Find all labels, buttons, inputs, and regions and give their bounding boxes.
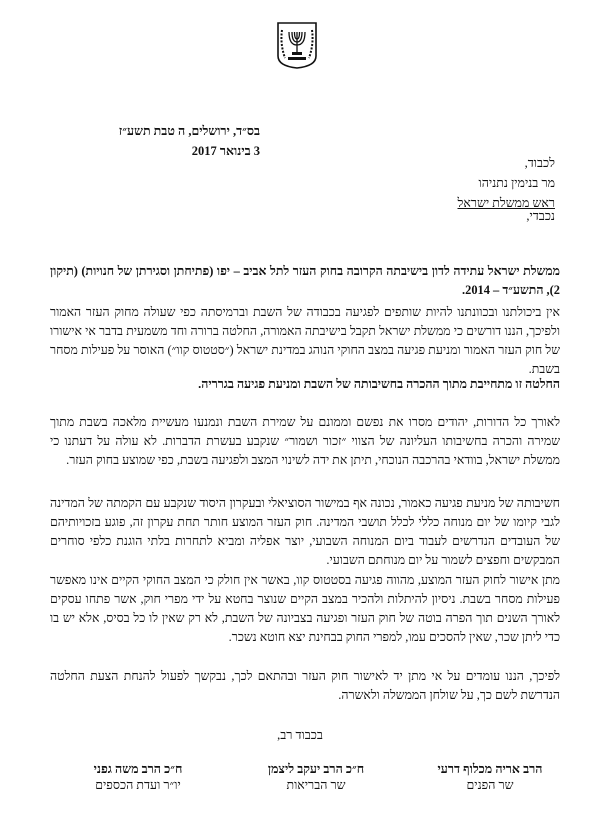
paragraph-text: לפיכך, הננו עומדים על אי מתן יד לאישור חוק העזר ובהתאם לכך, נבקשך לפעול להנחת הצעת החלטה הנדרשת לשם כך, על שולחן הממשלה ולאשרה. [50,669,560,702]
addressee-salutation: לכבוד, [524,156,555,170]
paragraph-text: אין ביכולתנו ובכוונתנו להיות שותפים לפגיעה בכבודה של השבת וברמיסתה כפי שעולה מחוק העזר האמור ולפיכך, הננו דורשים כי ממשלת ישראל תקבל בישיבתה האמורה, החלטה ברורה וחד משמעית בדבר אי אישורו של חוק העזר האמור ומניעת פגיעה במצב החוקי הנוהג במדינת ישראל (״סטטוס קוו״) האוסר על פעילות מסחר בשבת. [50,305,560,376]
paragraph-4 [50,413,560,470]
paragraph-6 [50,571,560,647]
paragraph-2 [50,303,560,379]
paragraph-5 [50,494,560,570]
paragraph-text: ממשלת ישראל עתידה לדון בישיבתה הקרובה בחוק העזר לתל אביב – יפו (פתיחתן וסגירתן של חנויות) (תיקון 2), התשע״ד – 2014. [50,264,560,297]
closing: בכבוד רב, [277,728,323,742]
letter-date [60,121,260,161]
paragraph-3 [50,375,560,394]
greeting: נכבדי, [526,209,555,223]
signatory-role: שר הפנים [466,778,514,792]
addressee-title: ראש ממשלת ישראל [457,196,555,210]
signatory-3 [58,761,218,793]
paragraph-text: מתן אישור לחוק העזר המוצע, מהווה פגיעה בסטטוס קוו, באשר אין חולק כי המצב החוקי הקיים אינו מאפשר פעילות מסחר בשבת. ניסיון להיתלות ולהכיר במצב הקיים שנוצר בחטא על ידי מפרי חוק, אשר פתחו עסקים לאורך השנים תוך הפרה בוטה של חוק העזר ופגיעה בצביונה של השבת, לא רק שאין לו כל בסיס, אלא יש בו כדי ליתן שכר, שאין להסכים עמו, למפרי החוק בבחינת יצא חוטא נשכר. [50,573,560,644]
signatory-role: שר הבריאות [286,778,346,792]
paragraph-text: החלטה זו מתחייבת מתוך ההכרה בחשיבותה של השבת ומניעת פגיעה בגרריה. [198,377,560,391]
addressee-block [315,153,555,213]
hebrew-date: בס״ד, ירושלים, ה טבת תשע״ז [118,124,260,138]
paragraph-text: לאורך כל הדורות, יהודים מסרו את נפשם וממונם על שמירת השבת ונמנעו מעשיית מלאכה בשבת מתוך שמירה והכרה בחשיבותו העליונה של הצווי ״זכור ושמור״ שנקבע בעשרת הדברות. לא עולה על דעתנו כי ממשלת ישראל, בוודאי בהרכבה הנוכחי, תיתן את ידה לשינוי המצב ולפגיעה בשבת, כפי שמוצע בחוק העזר. [50,415,560,467]
paragraph-1 [50,262,560,300]
signatory-name: ח״כ הרב יעקב ליצמן [267,762,365,776]
signatory-name: ח״כ הרב משה גפני [93,762,183,776]
signatory-2 [236,761,396,793]
paragraph-text: חשיבותה של מניעת פגיעה כאמור, נכונה אף במישור הסוציאלי ובעקרון היסוד שנקבע עם הקמתה של המדינה לגבי קיומו של יום מנוחה כללי לכלל תושבי המדינה. חוק העזר המוצע חותר תחת עקרון זה, פוגע בזכויותיהם של העובדים הנדרשים לעבוד ביום המנוחה השבועי, יוצר אפליה ומביא לתחרות בלתי הוגנת כלפי סוחרים המבקשים וחפצים לשמור על יום מנוחתם השבועי. [50,496,560,567]
signatory-name: הרב אריה מכלוף דרעי [437,762,543,776]
paragraph-7 [50,667,560,705]
state-emblem-icon [274,20,320,70]
gregorian-date: 3 בינואר 2017 [191,144,260,158]
signatory-1 [410,761,570,793]
addressee-name: מר בנימין נתניהו [478,176,555,190]
signatory-role: יו״ר ועדת הכספים [95,778,181,792]
